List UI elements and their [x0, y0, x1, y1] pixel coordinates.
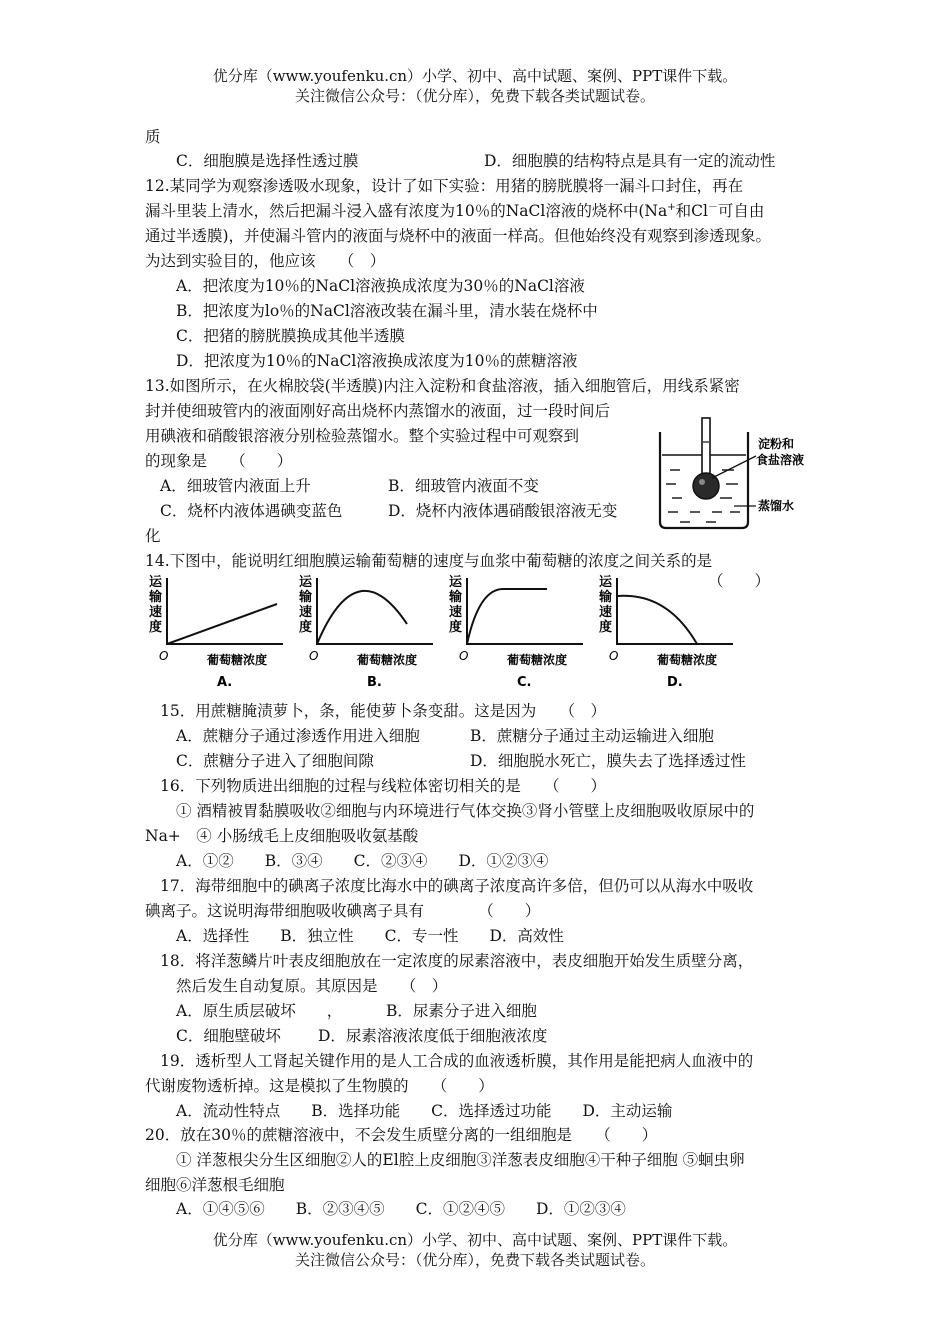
header-line-1: 优分库（www.youfenku.cn）小学、初中、高中试题、案例、PPT课件下载。 [212, 67, 738, 85]
label-starch: 淀粉和 [758, 437, 795, 451]
q13-option-b: B．细玻管内液面不变 [388, 477, 539, 495]
q11-option-d: D．细胞膜的结构特点是具有一定的流动性 [484, 152, 776, 170]
q13-option-c: C．烧杯内液体遇碘变蓝色 [160, 502, 343, 520]
graph-y-label-char: 速 [149, 605, 163, 620]
q13-line-3: 用碘液和硝酸银溶液分别检验蒸馏水。整个实验过程中可观察到 [145, 427, 580, 445]
q12-line-2a: 漏斗里装上清水，然后把漏斗浸入盛有浓度为10％的NaCl溶液的烧杯中(Na [145, 202, 668, 220]
graph-option-letter: A. [217, 675, 233, 690]
q16-line-3: Na+ ④ 小肠绒毛上皮细胞吸收氨基酸 [145, 827, 419, 845]
q12-line-4: 为达到实验目的，他应该 （ ） [145, 252, 386, 270]
graph-y-label-char: 速 [299, 605, 313, 620]
q19-options: A．流动性特点 B．选择功能 C．选择透过功能 D．主动运输 [176, 1102, 673, 1120]
graph-option-letter: C. [517, 675, 532, 690]
page-footer [0, 1230, 950, 1270]
q14-graph-c [445, 572, 595, 690]
q20-options: A．①④⑤⑥ B．②③④⑤ C．①②④⑤ D．①②③④ [176, 1200, 626, 1218]
graph-curve-rise-fall [317, 591, 407, 644]
q12-option-b: B．把浓度为lo％的NaCl溶液改装在漏斗里，清水装在烧杯中 [176, 302, 598, 320]
q15-option-b: B．蔗糖分子通过主动运输进入细胞 [470, 727, 714, 745]
q12-option-c: C．把猪的膀胱膜换成其他半透膜 [176, 327, 405, 345]
header-line-2: 关注微信公众号：（优分库），免费下载各类试题试卷。 [294, 87, 655, 105]
q13-option-d: D．烧杯内液体遇硝酸银溶液无变 [388, 502, 618, 520]
q18-line-2: 然后发生自动复原。其原因是 （ ） [176, 977, 448, 995]
q15-option-a: A．蔗糖分子通过渗透作用进入细胞 [176, 727, 420, 745]
q17-options: A．选择性 B．独立性 C．专一性 D．高效性 [176, 927, 564, 945]
q13-option-d-tail: 化 [145, 527, 161, 545]
q11-fragment: 质 [145, 128, 161, 146]
q18-option-d: D．尿素溶液浓度低于细胞液浓度 [318, 1027, 548, 1045]
q11-option-c: C．细胞膜是选择性透过膜 [176, 152, 359, 170]
graph-y-label-char: 输 [599, 590, 613, 605]
graph-curve-decreasing [617, 596, 697, 644]
q20-line-2: ① 洋葱根尖分生区细胞②人的El腔上皮细胞③洋葱表皮细胞④干种子细胞 ⑤蛔虫卵 [176, 1151, 745, 1169]
q17-line-1: 17．海带细胞中的碘离子浓度比海水中的碘离子浓度高许多倍，但仍可以从海水中吸收 [160, 877, 754, 895]
graph-x-label: 葡萄糖浓度 [657, 653, 718, 667]
graph-origin-label: O [309, 649, 319, 663]
q16-line-2: ① 酒精被胃黏膜吸收②细胞与内环境进行气体交换③肾小管壁上皮细胞吸收原尿中的 [176, 802, 755, 820]
graph-y-label-char: 度 [299, 620, 313, 635]
q13-line-4: 的现象是 （ ） [145, 452, 293, 470]
q16-line-1: 16．下列物质进出细胞的过程与线粒体密切相关的是 （ ） [160, 777, 606, 795]
q12-line-3: 通过半透膜)，并使漏斗管内的液面与烧杯中的液面一样高。但他始终没有观察到渗透现象。 [145, 227, 772, 245]
graph-origin-label: O [459, 649, 469, 663]
beaker-figure [650, 410, 810, 535]
q14-graph-a [145, 572, 295, 690]
graph-y-label-char: 度 [449, 620, 463, 635]
q14-graph-d [595, 572, 745, 690]
graph-origin-label: O [159, 649, 169, 663]
q13-line-2: 封并使细玻管内的液面刚好高出烧杯内蒸馏水的液面，过一段时间后 [145, 402, 611, 420]
q12-option-d: D．把浓度为10％的NaCl溶液换成浓度为10％的蔗糖溶液 [176, 352, 578, 370]
q12-line-2c: 可自由 [717, 202, 765, 220]
q18-option-c: C．细胞壁破坏 [176, 1027, 281, 1045]
graph-option-letter: B. [367, 675, 382, 690]
page-header [0, 66, 950, 106]
q20-line-1: 20．放在30％的蔗糖溶液中，不会发生质壁分离的一组细胞是 （ ） [145, 1126, 658, 1144]
graph-y-label-char: 度 [599, 620, 613, 635]
q15-option-d: D．细胞脱水死亡，膜失去了选择透过性 [470, 752, 746, 770]
q13-line-1: 13.如图所示，在火棉胶袋(半透膜)内注入淀粉和食盐溶液，插入细胞管后，用线系紧密 [145, 377, 740, 395]
q15-line-1: 15．用蔗糖腌渍萝卜，条，能使萝卜条变甜。这是因为 （ ） [160, 702, 606, 720]
graph-y-label-char: 运 [599, 575, 613, 590]
q14-graph-b [295, 572, 445, 690]
graph-axes [467, 578, 583, 644]
graph-axes [167, 578, 283, 644]
graph-y-label-char: 运 [299, 575, 313, 590]
q12-option-a: A．把浓度为10％的NaCl溶液换成浓度为30％的NaCl溶液 [176, 277, 585, 295]
q16-options: A．①② B．③④ C．②③④ D．①②③④ [176, 852, 549, 870]
footer-line-1: 优分库（www.youfenku.cn）小学、初中、高中试题、案例、PPT课件下载。 [212, 1231, 738, 1249]
graph-y-label-char: 速 [449, 605, 463, 620]
q18-option-a: A．原生质层破坏 ， [176, 1002, 343, 1020]
bag-highlight [699, 479, 705, 485]
graph-y-label-char: 输 [449, 590, 463, 605]
graph-y-label-char: 运 [149, 575, 163, 590]
graph-y-label-char: 输 [149, 590, 163, 605]
q12-sup-minus: － [707, 201, 718, 213]
graph-x-label: 葡萄糖浓度 [507, 653, 568, 667]
q15-option-c: C．蔗糖分子进入了细胞间隙 [176, 752, 374, 770]
graph-x-label: 葡萄糖浓度 [357, 653, 418, 667]
q19-line-2: 代谢废物透析掉。这是模拟了生物膜的 （ ） [145, 1077, 494, 1095]
graph-y-label-char: 度 [149, 620, 163, 635]
q12-sup-plus: + [667, 201, 676, 213]
q12-line-1: 12.某同学为观察渗透吸水现象，设计了如下实验：用猪的膀胱膜将一漏斗口封住，再在 [145, 177, 744, 195]
graph-origin-label: O [609, 649, 619, 663]
q12-line-2 [145, 200, 764, 222]
graph-x-label: 葡萄糖浓度 [207, 653, 268, 667]
footer-line-2: 关注微信公众号：（优分库），免费下载各类试题试卷。 [294, 1251, 655, 1269]
q12-line-2b: 和Cl [675, 202, 708, 220]
q17-line-2: 碘离子。这说明海带细胞吸收碘离子具有 （ ） [145, 902, 541, 920]
q14-answer-paren: （ ） [708, 572, 771, 590]
graph-axes [617, 578, 733, 644]
leader-line-solution [712, 456, 756, 478]
label-distilled-water: 蒸馏水 [758, 499, 795, 513]
graph-y-label-char: 输 [299, 590, 313, 605]
q19-line-1: 19．透析型人工肾起关键作用的是人工合成的血液透析膜，其作用是能把病人血液中的 [160, 1052, 754, 1070]
q13-option-a: A．细玻管内液面上升 [160, 477, 311, 495]
graph-y-label-char: 速 [599, 605, 613, 620]
q18-option-b: B．尿素分子进入细胞 [386, 1002, 537, 1020]
q14-line-1: 14.下图中，能说明红细胞膜运输葡萄糖的速度与血浆中葡萄糖的浓度之间关系的是 [145, 552, 713, 570]
q20-line-3: 细胞⑥洋葱根毛细胞 [145, 1176, 285, 1194]
q18-line-1: 18．将洋葱鳞片叶表皮细胞放在一定浓度的尿素溶液中，表皮细胞开始发生质壁分离， [160, 952, 754, 970]
graph-curve-linear [167, 604, 277, 644]
graph-y-label-char: 运 [449, 575, 463, 590]
glass-tube [702, 418, 710, 480]
graph-option-letter: D. [667, 675, 683, 690]
label-salt-solution: 食盐溶液 [756, 453, 805, 467]
graph-curve-saturating [467, 589, 547, 644]
